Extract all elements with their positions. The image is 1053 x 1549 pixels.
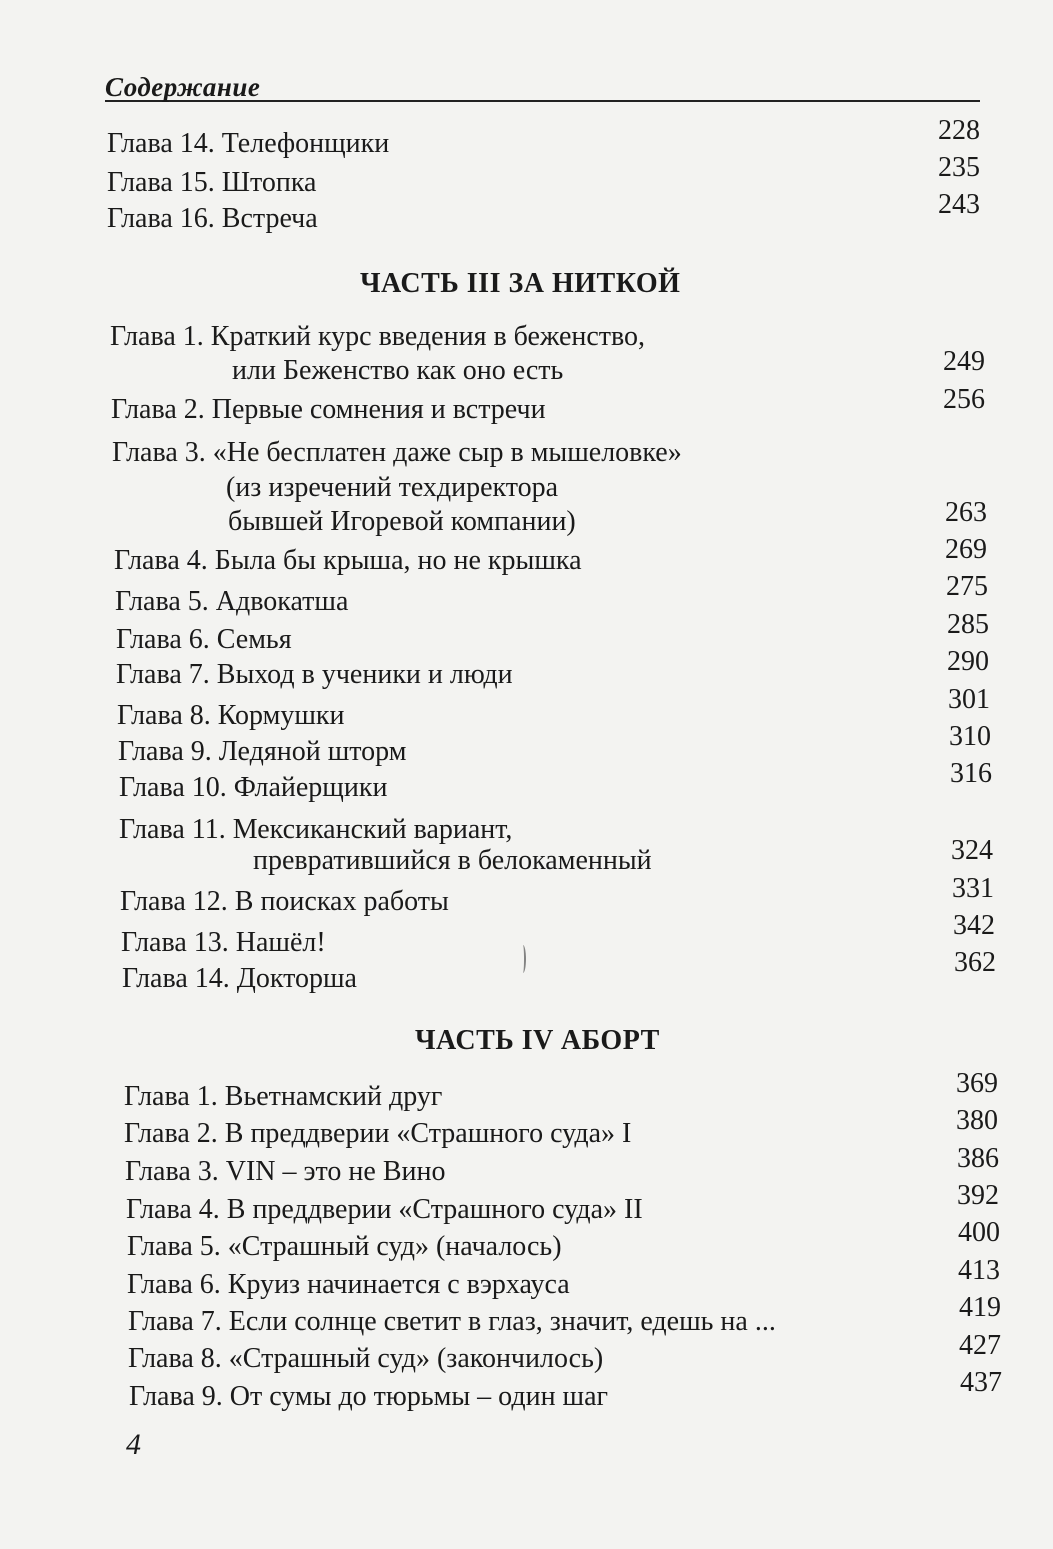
toc-page-number: 369 <box>956 1068 998 1099</box>
toc-page-number: 380 <box>956 1105 998 1136</box>
toc-entry-title: Глава 14. Телефонщики <box>107 128 390 159</box>
toc-entry-continuation: или Беженство как оно есть <box>232 355 564 386</box>
toc-page-number: 386 <box>957 1143 999 1174</box>
toc-page-number: 269 <box>945 534 987 565</box>
toc-page-number: 419 <box>959 1292 1001 1323</box>
toc-page-number: 342 <box>953 910 995 941</box>
toc-page-number: 263 <box>945 497 987 528</box>
toc-page-number: 275 <box>946 571 988 602</box>
page-number: 4 <box>126 1428 141 1461</box>
toc-entry-title: Глава 6. Семья <box>116 624 292 655</box>
running-header <box>105 70 980 102</box>
toc-entry-title: Глава 7. Выход в ученики и люди <box>116 659 513 690</box>
toc-entry-continuation: бывшей Игоревой компании) <box>228 506 576 537</box>
toc-entry-title: Глава 1. Краткий курс введения в беженство, <box>110 321 646 352</box>
toc-entry-title: Глава 8. «Страшный суд» (закончилось) <box>128 1343 604 1374</box>
toc-page-number: 362 <box>954 947 996 978</box>
toc-page-number: 235 <box>938 152 980 183</box>
toc-entry-title: Глава 15. Штопка <box>107 167 317 198</box>
pencil-mark <box>520 945 526 973</box>
toc-entry-title: Глава 6. Круиз начинается с вэрхауса <box>127 1269 570 1300</box>
toc-page-number: 285 <box>947 609 989 640</box>
toc-page-number: 324 <box>951 835 993 866</box>
header-title: Содержание <box>105 72 261 102</box>
toc-entry-title: Глава 12. В поисках работы <box>120 886 449 917</box>
toc-page-number: 310 <box>949 721 991 752</box>
toc-entry-title: Глава 2. Первые сомнения и встречи <box>111 394 546 425</box>
toc-page-number: 290 <box>947 646 989 677</box>
toc-entry-title: Глава 9. От сумы до тюрьмы – один шаг <box>129 1381 609 1412</box>
toc-page-number: 301 <box>948 684 990 715</box>
toc-page-number: 413 <box>958 1255 1000 1286</box>
toc-page-number: 243 <box>938 189 980 220</box>
toc-entry-title: Глава 3. VIN – это не Вино <box>125 1156 446 1187</box>
toc-entry-title: Глава 16. Встреча <box>107 203 318 234</box>
toc-entry-title: Глава 4. В преддверии «Страшного суда» II <box>126 1194 643 1225</box>
toc-entry-title: Глава 5. Адвокатша <box>115 586 349 617</box>
toc-entry-title: Глава 11. Мексиканский вариант, <box>119 814 513 845</box>
toc-entry-title: Глава 13. Нашёл! <box>121 927 326 958</box>
toc-entry-title: Глава 14. Докторша <box>122 963 357 994</box>
toc-entry-title: Глава 10. Флайерщики <box>119 772 388 803</box>
toc-page-number: 427 <box>959 1330 1001 1361</box>
toc-entry-title: Глава 2. В преддверии «Страшного суда» I <box>124 1118 632 1149</box>
toc-page-number: 331 <box>952 873 994 904</box>
toc-entry-title: Глава 4. Была бы крыша, но не крышка <box>114 545 582 576</box>
toc-entry-title: Глава 5. «Страшный суд» (началось) <box>127 1231 562 1262</box>
toc-page-number: 400 <box>958 1217 1000 1248</box>
toc-entry-title: Глава 7. Если солнце светит в глаз, значит, едешь на ... <box>128 1306 776 1337</box>
toc-page-number: 437 <box>960 1367 1002 1398</box>
toc-entry-continuation: (из изречений техдиректора <box>226 472 559 503</box>
toc-page-number: 256 <box>943 384 985 415</box>
part-heading: ЧАСТЬ III ЗА НИТКОЙ <box>360 268 681 299</box>
toc-page-number: 249 <box>943 346 985 377</box>
toc-entry-title: Глава 8. Кормушки <box>117 700 345 731</box>
toc-entry-title: Глава 3. «Не бесплатен даже сыр в мышеловке» <box>112 437 682 468</box>
toc-page-number: 392 <box>957 1180 999 1211</box>
part-heading: ЧАСТЬ IV АБОРТ <box>415 1025 660 1056</box>
toc-entry-title: Глава 1. Вьетнамский друг <box>124 1081 443 1112</box>
toc-entry-continuation: превратившийся в белокаменный <box>253 845 652 876</box>
toc-page-number: 228 <box>938 115 980 146</box>
toc-page-number: 316 <box>950 758 992 789</box>
toc-entry-title: Глава 9. Ледяной шторм <box>118 736 407 767</box>
